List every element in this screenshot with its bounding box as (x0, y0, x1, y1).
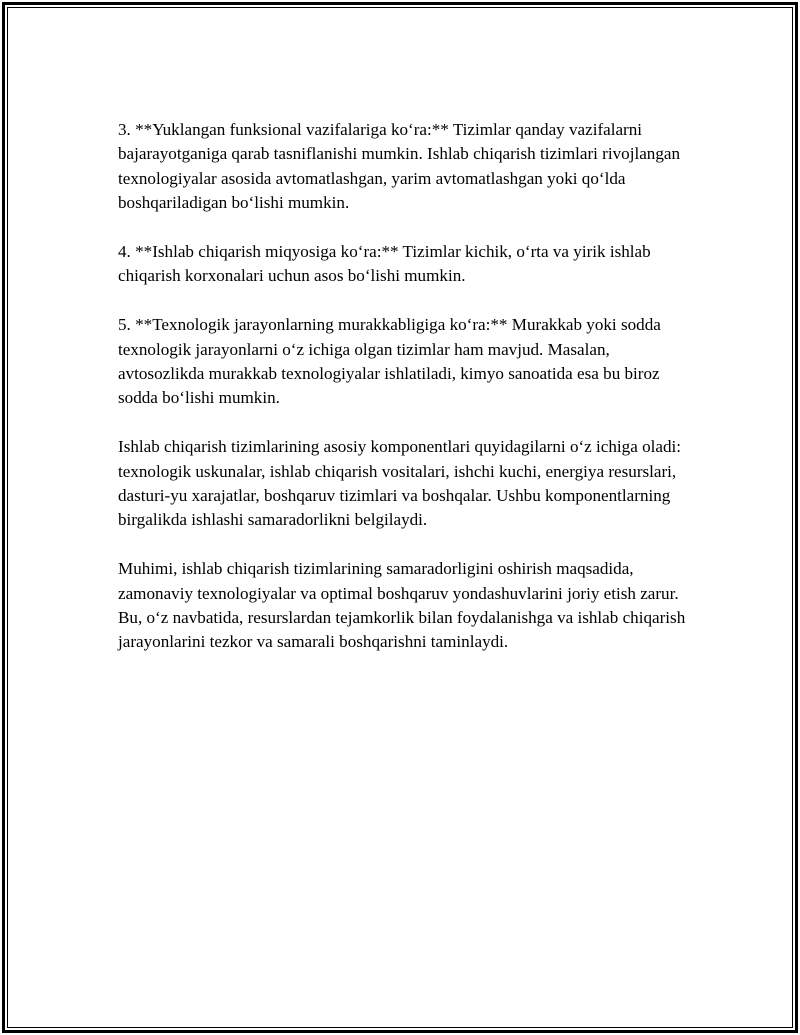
paragraph-main-components: Ishlab chiqarish tizimlarining asosiy komponentlari quyidagilarni oʻz ichiga oladi: texnologik uskunalar, ishlab chiqarish vositalari, ishchi kuchi, energiya resurslari, dasturi-yu xarajatlar, boshqaruv tizimlari va boshqalar. Ushbu komponentlarning birgalikda ishlashi samaradorlikni belgilaydi. (118, 437, 682, 530)
document-body (118, 118, 698, 679)
paragraph-process-complexity: 5. **Texnologik jarayonlarning murakkabligiga koʻra:** Murakkab yoki sodda texnologik jarayonlarni oʻz ichiga olgan tizimlar ham mavjud. Masalan, avtosozlikda murakkab texnologiyalar ishlatiladi, kimyo sanoatida esa bu biroz sodda boʻlishi mumkin. (118, 315, 661, 408)
paragraph-efficiency: Muhimi, ishlab chiqarish tizimlarining samaradorligini oshirish maqsadida, zamonaviy texnologiyalar va optimal boshqaruv yondashuvlarini joriy etish zarur. Bu, oʻz navbatida, resurslardan tejamkorlik bilan foydalanishga va ishlab chiqarish jarayonlarini tezkor va samarali boshqarishni taminlaydi. (118, 559, 686, 652)
paragraph-functional-tasks: 3. **Yuklangan funksional vazifalariga koʻra:** Tizimlar qanday vazifalarni bajarayotganiga qarab tasniflanishi mumkin. Ishlab chiqarish tizimlari rivojlangan texnologiyalar asosida avtomatlashgan, yarim avtomatlashgan yoki qoʻlda boshqariladigan boʻlishi mumkin. (118, 120, 681, 213)
paragraph-production-scale: 4. **Ishlab chiqarish miqyosiga koʻra:** Tizimlar kichik, oʻrta va yirik ishlab chiqarish korxonalari uchun asos boʻlishi mumkin. (118, 242, 651, 286)
document-page (2, 2, 798, 1033)
